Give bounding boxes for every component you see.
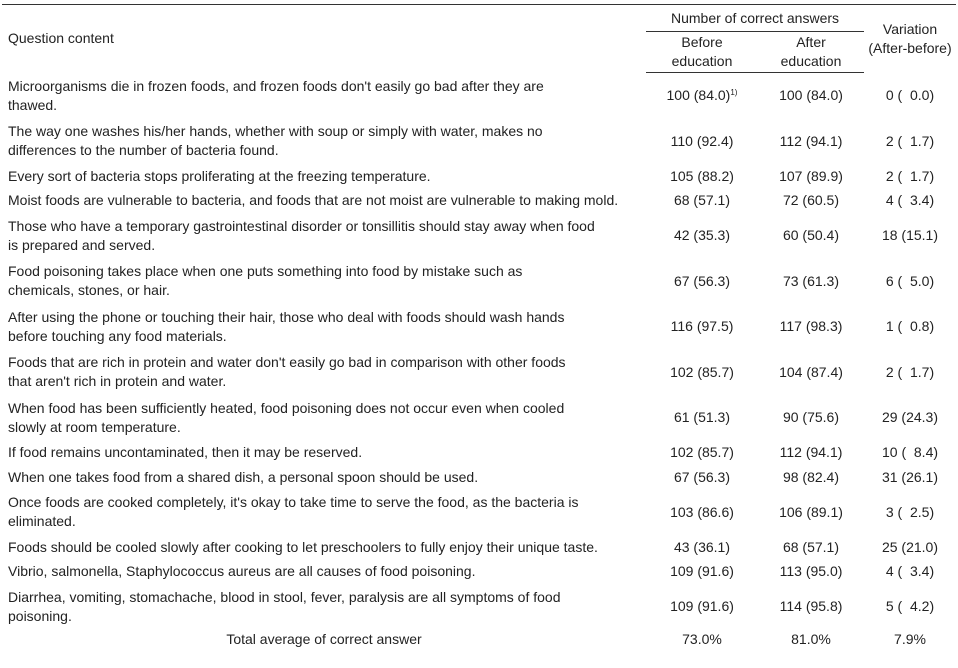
after-cell: 73 (61.3) — [782, 272, 840, 289]
header-before-education: Before education — [646, 32, 758, 73]
before-cell: 116 (97.5) — [670, 318, 734, 335]
variation-cell: 6 ( 5.0) — [885, 272, 935, 289]
before-cell: 110 (92.4) — [670, 132, 734, 149]
total-after: 81.0% — [791, 630, 831, 647]
table-row — [2, 119, 956, 165]
variation-cell: 18 (15.1) — [881, 227, 939, 244]
question-line-1: After using the phone or touching their hair, those who deal with foods should wash hands — [8, 308, 565, 325]
question-cell — [2, 213, 646, 259]
question-cell — [2, 189, 646, 214]
total-before: 73.0% — [682, 630, 722, 647]
question-line-1: Foods that are rich in protein and water don't easily go bad in comparison with other foods — [8, 354, 566, 371]
table-body — [2, 73, 956, 630]
total-variation: 7.9% — [894, 630, 926, 647]
question-cell — [2, 164, 646, 189]
header-number-correct: Number of correct answers — [646, 5, 864, 32]
after-cell: 107 (89.9) — [779, 167, 843, 184]
after-cell: 114 (95.8) — [779, 598, 843, 615]
after-cell: 104 (87.4) — [779, 363, 843, 380]
question-line-1: Diarrhea, vomiting, stomachache, blood in stool, fever, paralysis are all symptoms of food — [8, 588, 561, 605]
question-cell — [2, 465, 646, 490]
question-cell — [2, 119, 646, 165]
question-line-2: slowly at room temperature. — [8, 418, 181, 435]
before-cell: 43 (36.1) — [673, 538, 731, 555]
question-cell — [2, 584, 646, 630]
question-line-1: Every sort of bacteria stops proliferating at the freezing temperature. — [8, 167, 431, 184]
question-line-2: before touching any food materials. — [8, 327, 227, 344]
before-cell: 102 (85.7) — [670, 363, 734, 380]
question-line-1: Food poisoning takes place when one puts something into food by mistake such as — [8, 263, 523, 280]
variation-cell: 1 ( 0.8) — [885, 318, 935, 335]
after-cell: 68 (57.1) — [782, 538, 840, 555]
question-line-1: Moist foods are vulnerable to bacteria, and foods that are not moist are vulnerable to making mold. — [8, 192, 619, 209]
before-cell: 68 (57.1) — [673, 192, 731, 209]
after-cell: 60 (50.4) — [782, 227, 840, 244]
variation-cell: 10 ( 8.4) — [881, 444, 939, 461]
question-line-2: poisoning. — [8, 607, 72, 624]
question-line-2: chemicals, stones, or hair. — [8, 282, 170, 299]
header-variation: Variation (After-before) — [864, 5, 956, 73]
before-cell: 100 $(84.0)^{1)}$ — [666, 87, 738, 104]
results-table — [2, 4, 956, 649]
before-cell: 109 (91.6) — [670, 598, 734, 615]
variation-cell: 2 ( 1.7) — [885, 363, 935, 380]
after-cell: 113 (95.0) — [779, 563, 843, 580]
before-cell: 67 (56.3) — [673, 272, 731, 289]
question-cell — [2, 535, 646, 560]
after-cell: 112 (94.1) — [779, 132, 843, 149]
after-cell: 106 (89.1) — [779, 503, 843, 520]
total-label: Total average of correct answer — [226, 630, 422, 647]
question-line-1: If food remains uncontaminated, then it may be reserved. — [8, 444, 363, 461]
question-cell — [2, 490, 646, 536]
table-row — [2, 213, 956, 259]
after-cell: 100 (84.0) — [779, 87, 843, 104]
table-row — [2, 304, 956, 350]
question-cell — [2, 350, 646, 396]
variation-cell: 2 ( 1.7) — [885, 132, 935, 149]
table-row — [2, 535, 956, 560]
footnote-marker: 1) — [730, 88, 738, 98]
question-line-2: is prepared and served. — [8, 236, 156, 253]
variation-cell: 5 ( 4.2) — [885, 598, 935, 615]
table-row — [2, 350, 956, 396]
variation-cell: 2 ( 1.7) — [885, 167, 935, 184]
question-line-2: differences to the number of bacteria found. — [8, 142, 279, 159]
before-cell: 67 (56.3) — [673, 468, 731, 485]
after-cell: 90 (75.6) — [782, 409, 840, 426]
question-cell — [2, 304, 646, 350]
after-cell: 72 (60.5) — [782, 192, 840, 209]
table-row — [2, 490, 956, 536]
variation-cell: 0 ( 0.0) — [885, 87, 935, 103]
question-line-1: Vibrio, salmonella, Staphylococcus aureus are all causes of food poisoning. — [8, 563, 476, 580]
question-line-1: When food has been sufficiently heated, food poisoning does not occur even when cooled — [8, 399, 565, 416]
header-after-education: After education — [758, 32, 864, 73]
before-cell: 105 (88.2) — [670, 167, 734, 184]
table-row — [2, 441, 956, 466]
after-cell: 98 (82.4) — [782, 468, 840, 485]
question-line-1: Foods should be cooled slowly after cooking to let preschoolers to fully enjoy their unique taste. — [8, 538, 598, 555]
table-row — [2, 584, 956, 630]
after-cell: 117 (98.3) — [779, 318, 843, 335]
question-line-1: Once foods are cooked completely, it's okay to take time to serve the food, as the bacteria is — [8, 494, 579, 511]
variation-cell: 4 ( 3.4) — [885, 192, 935, 209]
question-line-1: When one takes food from a shared dish, a personal spoon should be used. — [8, 468, 479, 485]
question-line-1: The way one washes his/her hands, whether with soup or simply with water, makes no — [8, 123, 543, 140]
question-cell — [2, 259, 646, 305]
question-line-2: that aren't rich in protein and water. — [8, 373, 227, 390]
question-line-2: eliminated. — [8, 513, 76, 530]
table-row — [2, 465, 956, 490]
table-row — [2, 189, 956, 214]
question-line-2: thawed. — [8, 96, 58, 113]
table-row — [2, 73, 956, 119]
variation-cell: 25 (21.0) — [881, 538, 939, 555]
question-cell — [2, 73, 646, 119]
question-line-1: Microorganisms die in frozen foods, and frozen foods don't easily go bad after they are — [8, 77, 544, 94]
before-cell: 102 (85.7) — [670, 444, 734, 461]
table-row — [2, 164, 956, 189]
after-cell: 112 (94.1) — [779, 444, 843, 461]
table-row — [2, 395, 956, 441]
question-cell — [2, 560, 646, 585]
header-question-content: Question content — [2, 5, 646, 73]
variation-cell: 4 ( 3.4) — [885, 563, 935, 580]
variation-cell: 31 (26.1) — [881, 468, 939, 485]
before-cell: 61 (51.3) — [673, 409, 731, 426]
question-cell — [2, 395, 646, 441]
table-row — [2, 259, 956, 305]
before-cell: 42 (35.3) — [673, 227, 731, 244]
variation-cell: 29 (24.3) — [881, 409, 939, 426]
table-row — [2, 560, 956, 585]
question-line-1: Those who have a temporary gastrointestinal disorder or tonsillitis should stay away when food — [8, 217, 595, 234]
variation-cell: 3 ( 2.5) — [885, 503, 935, 520]
before-cell: 103 (86.6) — [670, 503, 734, 520]
question-cell — [2, 441, 646, 466]
before-cell: 109 (91.6) — [670, 563, 734, 580]
